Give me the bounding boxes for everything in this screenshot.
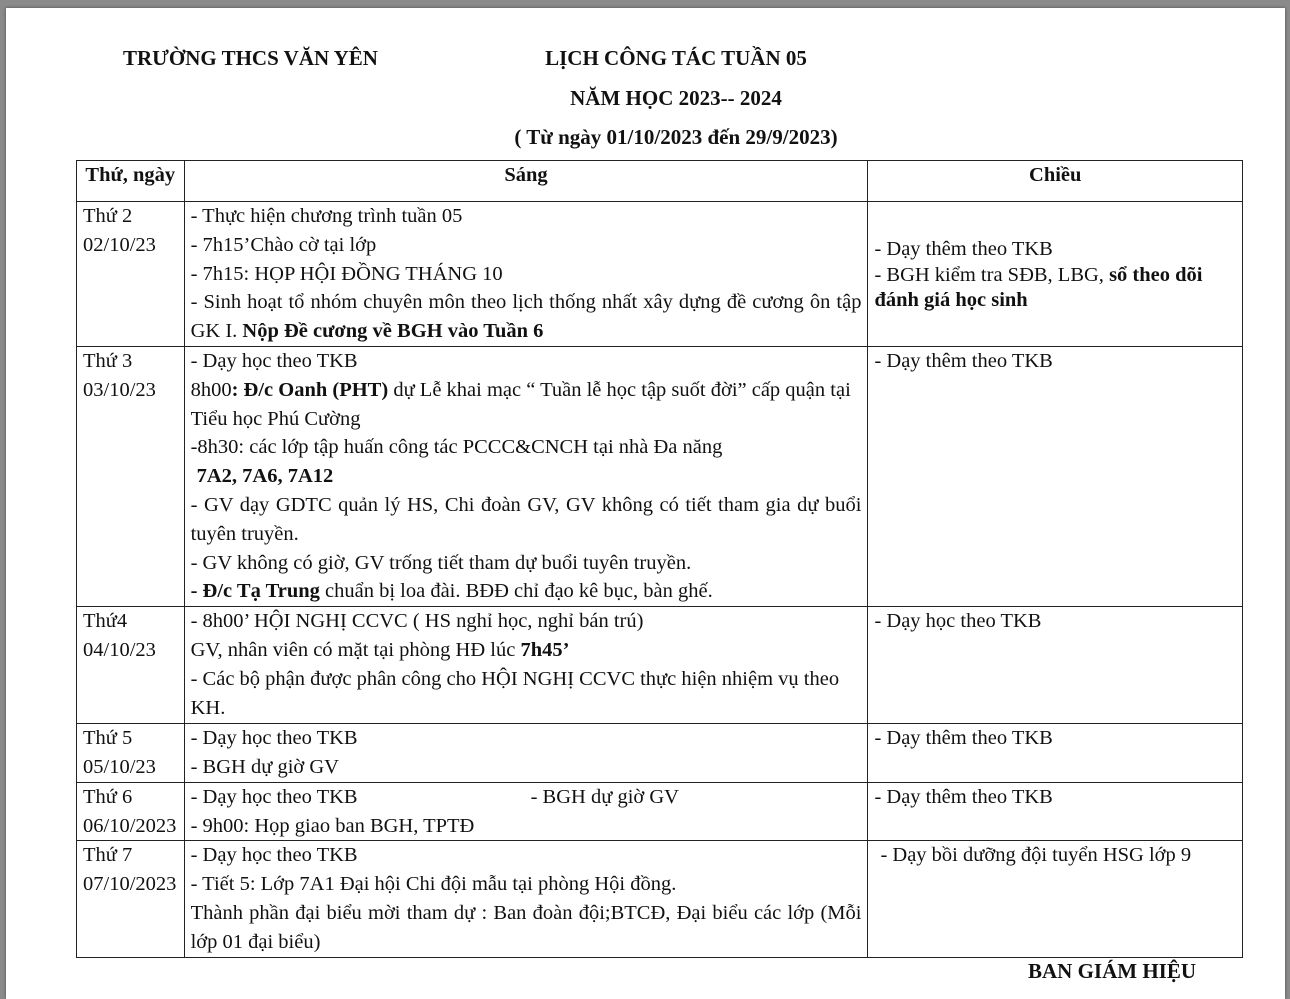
morning-item-text: - Sinh hoạt tổ nhóm chuyên môn theo lịch thống nhất xây dựng đề cương ôn tập GK I. xyxy=(190,291,862,343)
morning-cell xyxy=(184,202,868,347)
day-label: Thứ 3 xyxy=(83,350,133,372)
morning-cell xyxy=(184,607,868,724)
afternoon-cell xyxy=(868,841,1243,957)
afternoon-item: - Dạy thêm theo TKB xyxy=(874,350,1053,372)
table-row xyxy=(77,724,1243,783)
afternoon-cell xyxy=(868,607,1243,724)
morning-cell xyxy=(184,724,868,783)
morning-cell xyxy=(184,782,868,841)
day-cell xyxy=(77,724,185,783)
header-morning: Sáng xyxy=(184,161,868,202)
day-cell xyxy=(77,841,185,957)
day-label: Thứ4 xyxy=(83,610,128,633)
afternoon-item: - Dạy thêm theo TKB xyxy=(874,237,1053,260)
morning-item-emphasis: : Đ/c Oanh (PHT) xyxy=(231,378,389,401)
morning-item-text: chuẩn bị loa đài. BĐĐ chỉ đạo kê bục, bàn ghế. xyxy=(319,580,713,603)
school-name: TRƯỜNG THCS VĂN YÊN xyxy=(123,46,378,70)
afternoon-item: - Dạy thêm theo TKB xyxy=(874,785,1053,808)
morning-item xyxy=(191,783,862,812)
table-row xyxy=(77,347,1243,607)
morning-item-text: - Dạy học theo TKB xyxy=(190,785,358,808)
header-afternoon: Chiều xyxy=(868,161,1243,202)
morning-item: - GV không có giờ, GV trống tiết tham dự buổi tuyên truyền. xyxy=(190,551,692,574)
signature-block: BAN GIÁM HIỆU xyxy=(1028,959,1197,983)
afternoon-item: - Dạy thêm theo TKB xyxy=(874,727,1053,750)
morning-item: - Các bộ phận được phân công cho HỘI NGHỊ CCVC thực hiện nhiệm vụ theo KH. xyxy=(190,667,840,719)
day-label: Thứ 5 xyxy=(83,727,133,750)
table-row xyxy=(77,202,1243,347)
morning-item: - Dạy học theo TKB xyxy=(190,727,358,750)
afternoon-cell xyxy=(868,202,1243,347)
morning-item-emphasis: 7h45’ xyxy=(520,638,570,661)
morning-item-emphasis: Nộp Đề cương về BGH vào Tuần 6 xyxy=(242,320,544,343)
day-date: 05/10/23 xyxy=(83,755,156,778)
table-header-row xyxy=(77,161,1243,202)
day-date: 06/10/2023 xyxy=(83,814,177,837)
afternoon-item-text: - BGH kiểm tra SĐB, LBG, xyxy=(874,264,1110,287)
morning-item: - Dạy học theo TKB xyxy=(190,350,358,372)
header-day: Thứ, ngày xyxy=(77,161,185,202)
morning-item: - GV dạy GDTC quản lý HS, Chi đoàn GV, GV không có tiết tham gia dự buổi tuyên truyền. xyxy=(190,493,862,545)
morning-item-text: dự Lễ khai mạc “ Tuần lễ học tập suốt đời” cấp quận tại Tiểu học Phú Cường xyxy=(190,378,851,430)
date-range: ( Từ ngày 01/10/2023 đến 29/9/2023) xyxy=(514,125,838,149)
morning-item-text: GV, nhân viên có mặt tại phòng HĐ lúc xyxy=(190,638,521,661)
morning-cell xyxy=(184,841,868,957)
morning-item xyxy=(191,636,862,665)
afternoon-cell xyxy=(868,347,1243,607)
day-date: 02/10/23 xyxy=(83,233,156,256)
schedule-title: LỊCH CÔNG TÁC TUẦN 05 xyxy=(545,46,807,70)
day-cell xyxy=(77,202,185,347)
schedule-table xyxy=(76,160,1243,958)
morning-item: - 9h00: Họp giao ban BGH, TPTĐ xyxy=(190,814,475,837)
table-row xyxy=(77,841,1243,957)
day-date: 03/10/23 xyxy=(83,378,156,401)
table-row xyxy=(77,607,1243,724)
morning-item: - 8h00’ HỘI NGHỊ CCVC ( HS nghỉ học, nghỉ bán trú) xyxy=(190,610,644,633)
day-cell xyxy=(77,782,185,841)
morning-item-classes: 7A2, 7A6, 7A12 xyxy=(196,465,334,488)
document-page xyxy=(6,8,1285,999)
afternoon-cell xyxy=(868,724,1243,783)
morning-item: - 7h15’Chào cờ tại lớp xyxy=(190,233,377,256)
morning-item: - BGH dự giờ GV xyxy=(190,755,339,778)
morning-item: - Thực hiện chương trình tuần 05 xyxy=(190,205,463,227)
morning-item-emphasis: - Đ/c Tạ Trung xyxy=(190,580,320,603)
afternoon-item xyxy=(874,263,1236,313)
day-label: Thứ 6 xyxy=(83,785,133,808)
school-year: NĂM HỌC 2023-- 2024 xyxy=(570,86,782,110)
day-label: Thứ 7 xyxy=(83,844,133,867)
afternoon-item: - Dạy học theo TKB xyxy=(874,610,1042,633)
morning-item: - Tiết 5: Lớp 7A1 Đại hội Chi đội mẫu tại phòng Hội đồng. xyxy=(190,873,677,896)
morning-item xyxy=(191,376,862,434)
morning-item xyxy=(191,577,862,606)
afternoon-item-emphasis: sổ theo dõi đánh giá học sinh xyxy=(874,264,1203,312)
morning-item: - Dạy học theo TKB xyxy=(190,844,358,867)
day-date: 07/10/2023 xyxy=(83,873,177,896)
afternoon-item: - Dạy bồi dưỡng đội tuyển HSG lớp 9 xyxy=(880,844,1192,867)
day-date: 04/10/23 xyxy=(83,638,156,661)
day-cell xyxy=(77,347,185,607)
morning-item-text: - BGH dự giờ GV xyxy=(530,785,679,808)
morning-cell xyxy=(184,347,868,607)
morning-item: - 7h15: HỌP HỘI ĐỒNG THÁNG 10 xyxy=(190,262,503,285)
morning-item-time: 8h00 xyxy=(190,378,232,401)
table-row xyxy=(77,782,1243,841)
morning-item xyxy=(191,288,862,346)
day-cell xyxy=(77,607,185,724)
day-label: Thứ 2 xyxy=(83,205,133,227)
afternoon-cell xyxy=(868,782,1243,841)
morning-item: Thành phần đại biểu mời tham dự : Ban đoàn đội;BTCĐ, Đại biểu các lớp (Mỗi lớp 01 đại biểu) xyxy=(190,901,862,953)
morning-item: -8h30: các lớp tập huấn công tác PCCC&CNCH tại nhà Đa năng xyxy=(190,436,723,459)
